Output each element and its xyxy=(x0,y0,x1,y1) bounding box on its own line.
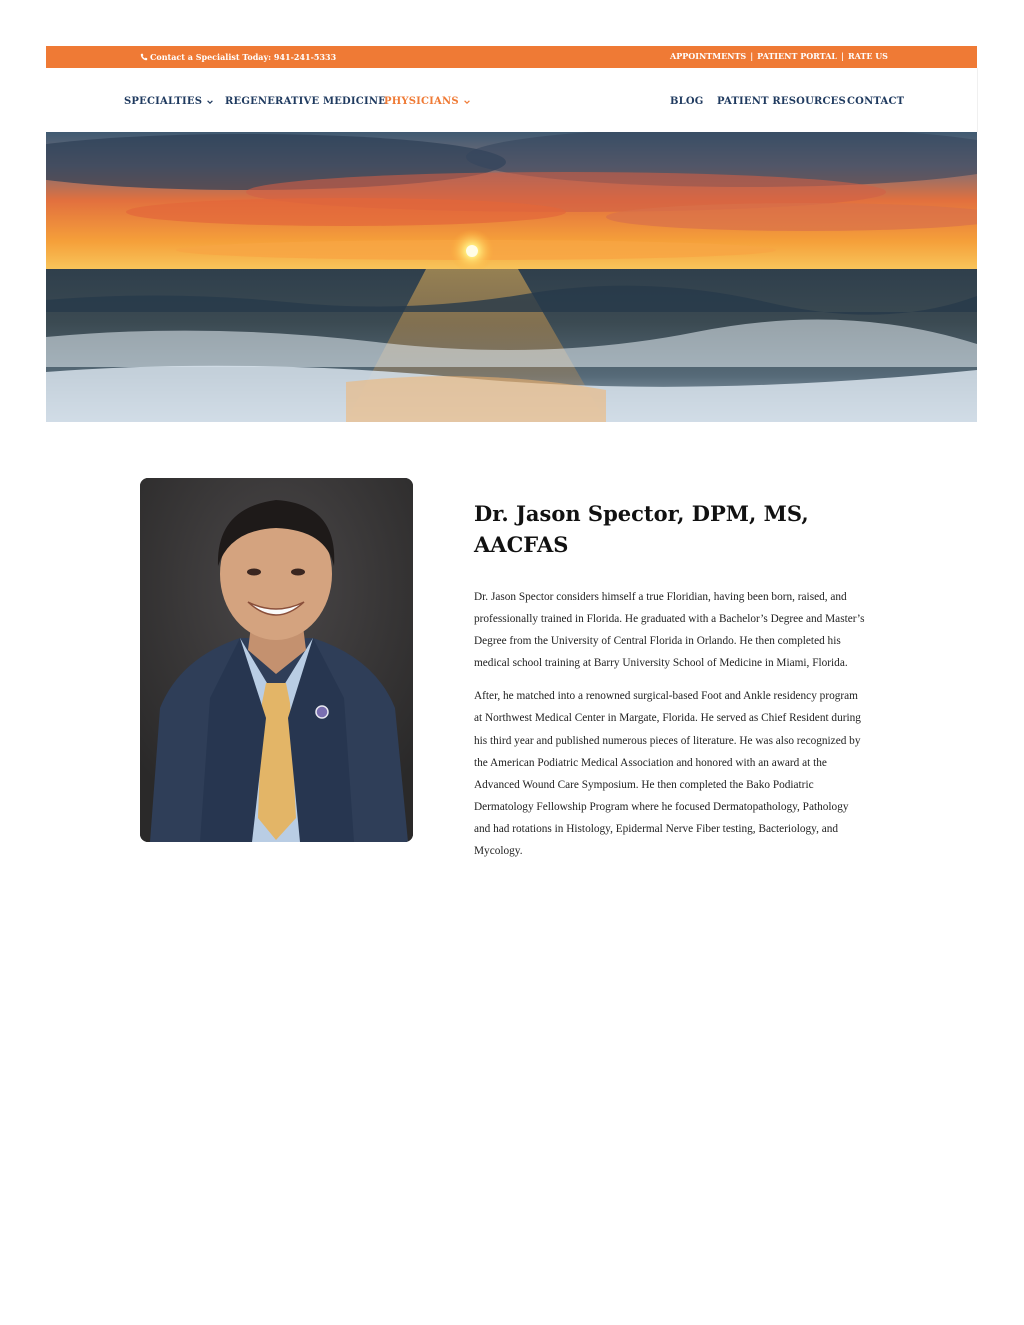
bio-paragraph: Dr. Jason Spector considers himself a true Floridian, having been born, raised, and professionally trained in Florida. He graduated with a Bachelor’s Degree and Master’s Degree from the University of Central Florida in Orlando. He then completed his medical school training at Barry University School of Medicine in Miami, Florida. xyxy=(474,591,865,670)
nav-blog[interactable] xyxy=(670,96,704,107)
chevron-down-icon xyxy=(206,98,214,106)
link-separator: | xyxy=(841,51,844,61)
link-separator: | xyxy=(750,51,754,61)
patient-portal-link[interactable]: PATIENT PORTAL xyxy=(757,51,838,61)
nav-label: CONTACT xyxy=(847,96,905,107)
appointments-link[interactable]: APPOINTMENTS xyxy=(670,51,747,61)
contact-text: Contact a Specialist Today: 941-241-5333 xyxy=(150,52,337,62)
nav-contact[interactable] xyxy=(847,96,904,107)
nav-label: PATIENT RESOURCES xyxy=(717,96,846,107)
portrait-illustration xyxy=(140,478,413,842)
top-utility-bar xyxy=(46,46,977,68)
nav-label: PHYSICIANS xyxy=(384,96,459,107)
phone-icon xyxy=(140,53,148,61)
nav-label: BLOG xyxy=(670,96,704,107)
contact-phone[interactable] xyxy=(140,52,336,62)
main-navigation xyxy=(46,68,978,132)
nav-patient-resources[interactable] xyxy=(717,96,846,107)
physician-name: Dr. Jason Spector, DPM, MS, AACFAS xyxy=(474,501,809,557)
nav-regenerative-medicine[interactable] xyxy=(225,96,386,107)
chevron-down-icon xyxy=(463,98,471,106)
nav-specialties[interactable] xyxy=(124,96,214,107)
nav-label: REGENERATIVE MEDICINE xyxy=(225,96,387,107)
nav-physicians[interactable] xyxy=(384,96,471,107)
bio-paragraph: After, he matched into a renowned surgical-based Foot and Ankle residency program at Northwest Medical Center in Margate, Florida. He served as Chief Resident during his third year and published numerous pieces of literature. He was also recognized by the American Podiatric Medical Association and honored with an award at the Advanced Wound Care Symposium. He then completed the Bako Podiatric Dermatology Fellowship Program where he focused Dermatopathology, Pathology and had rotations in Histology, Epidermal Nerve Fiber testing, Bacteriology, and Mycology. xyxy=(474,690,861,858)
rate-us-link[interactable]: RATE US xyxy=(847,51,888,61)
hero-banner-image xyxy=(46,132,977,422)
sunset-ocean-scene xyxy=(46,132,977,422)
nav-label: SPECIALTIES xyxy=(124,96,203,107)
utility-links xyxy=(670,51,888,61)
physician-bio xyxy=(474,498,866,873)
physician-portrait xyxy=(140,478,413,842)
